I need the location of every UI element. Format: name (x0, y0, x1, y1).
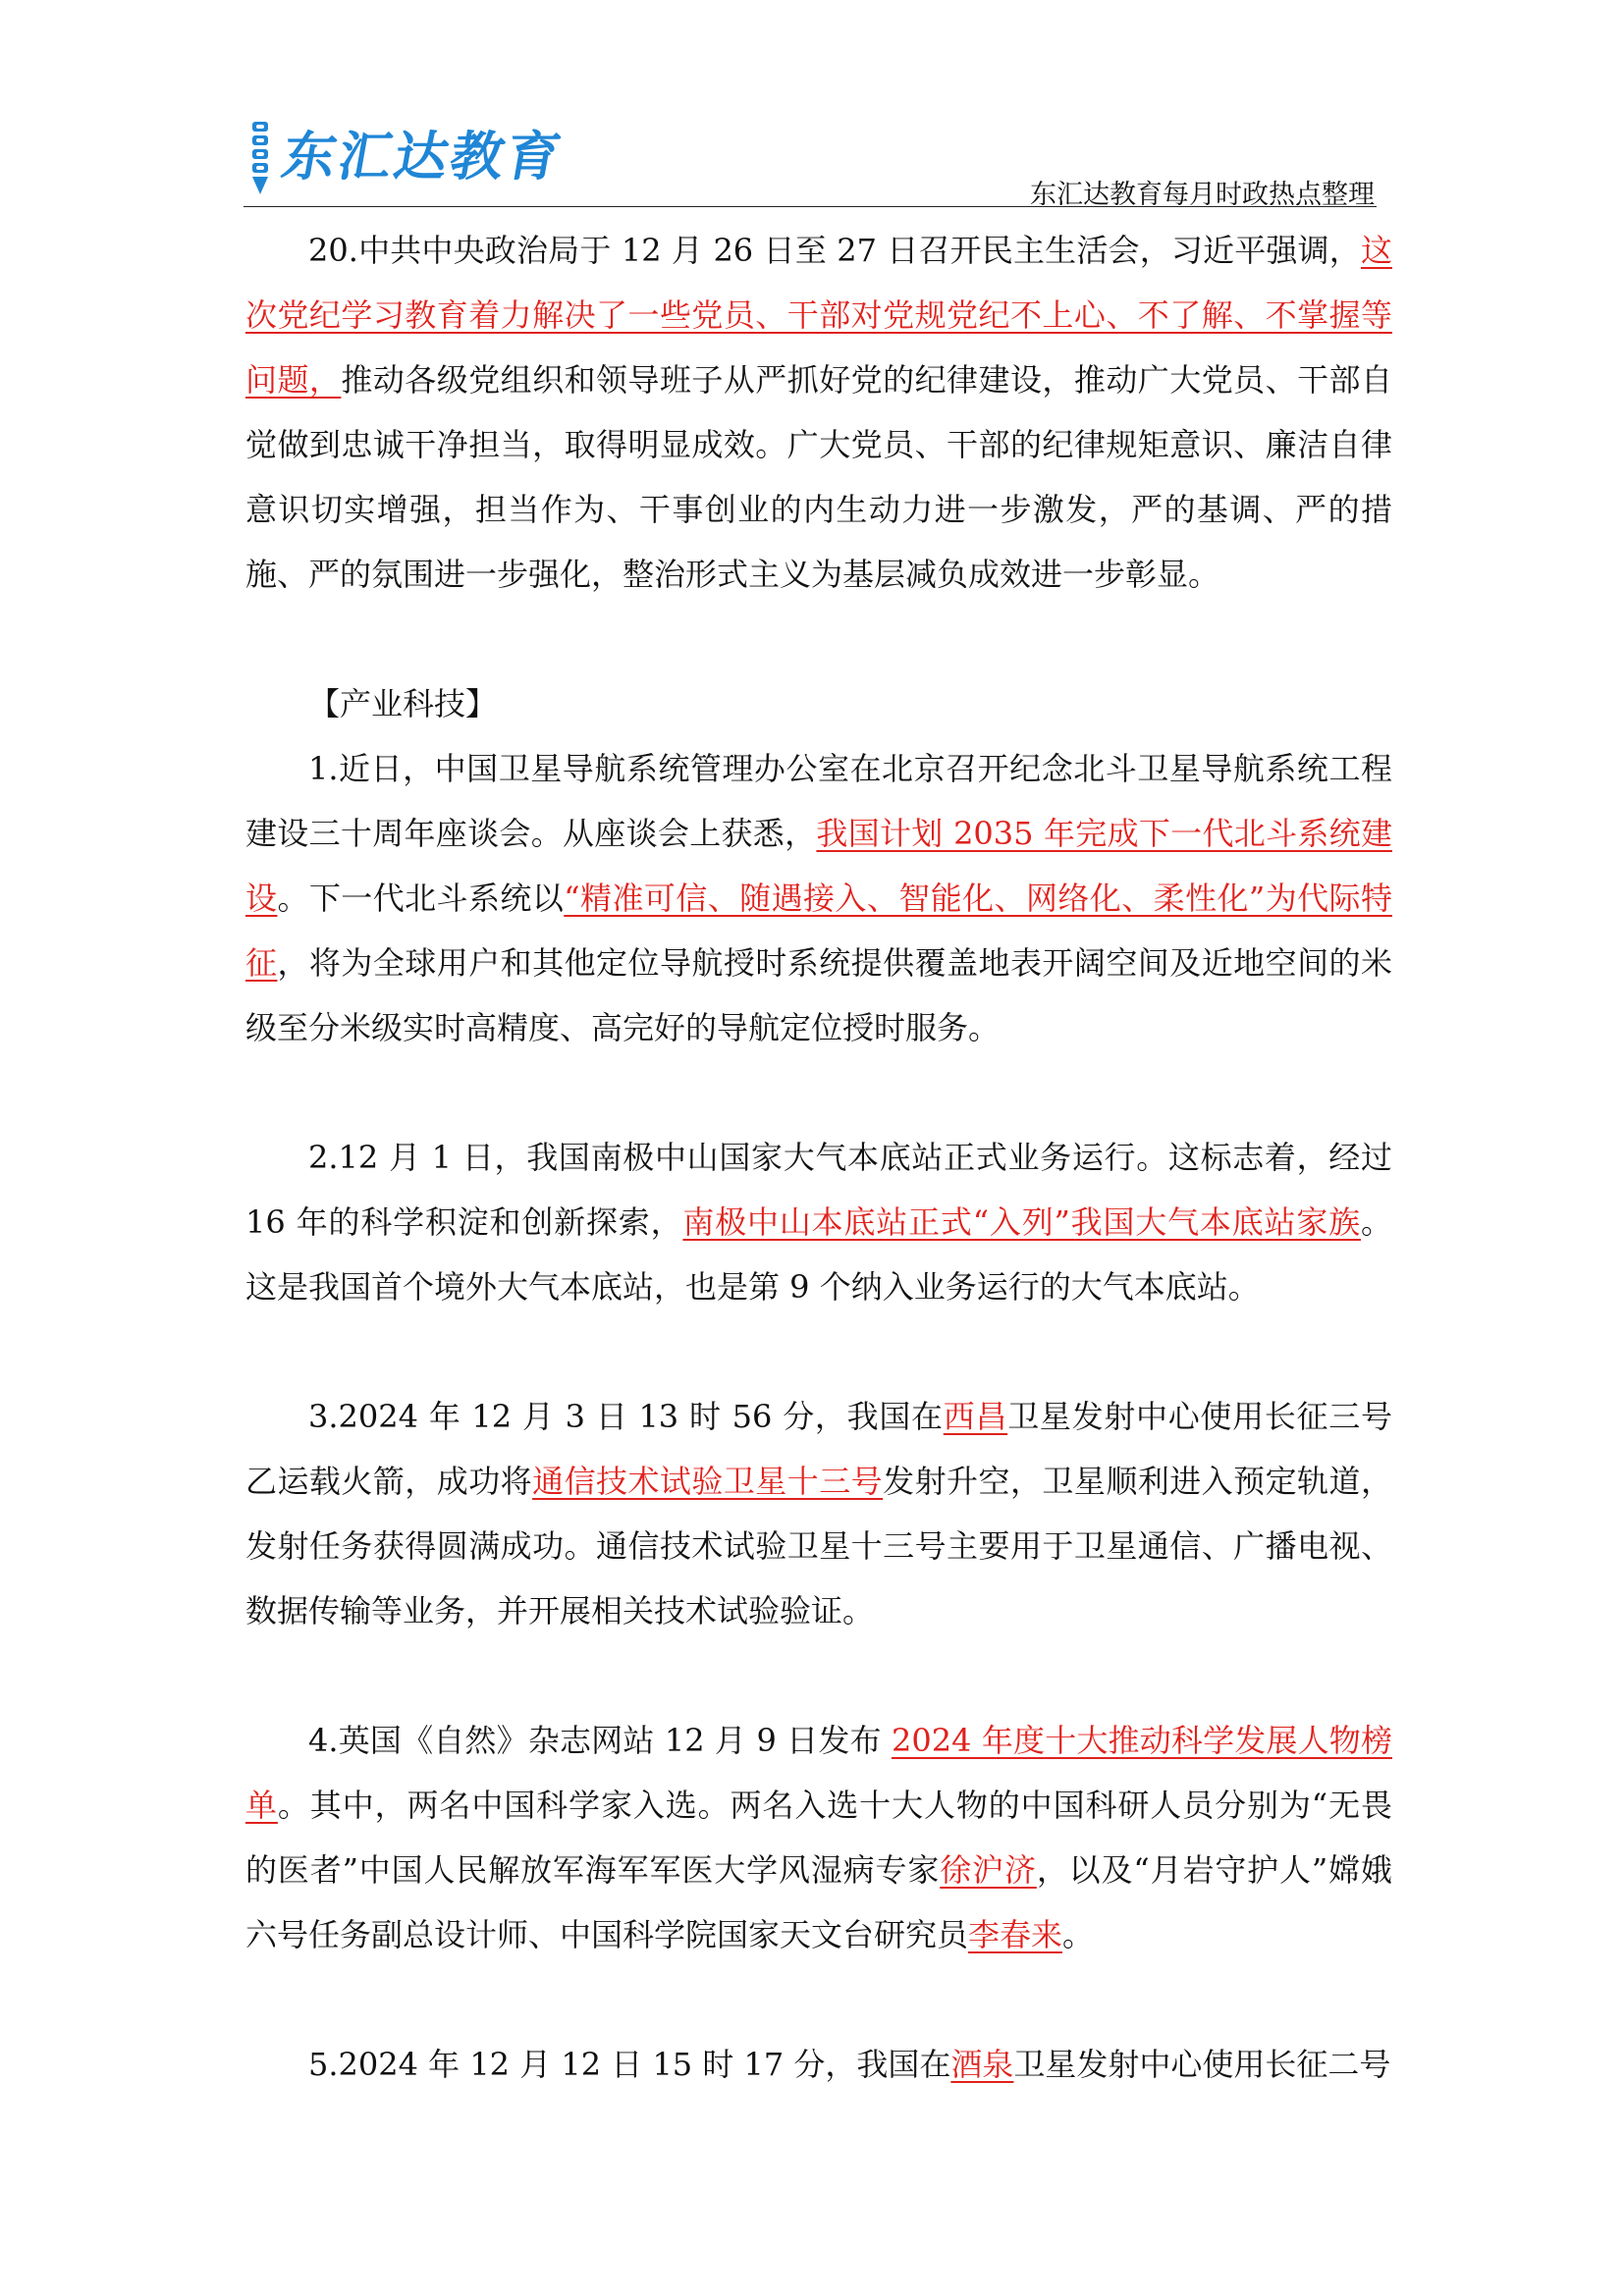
body-text: 。下一代北斗系统以 (277, 880, 565, 917)
body-text: 2.12 月 1 日，我国南极中山国家大气本底站正式业务运行。这标志着，经过 16 年的科学积淀和创新探索， (245, 1139, 1392, 1241)
body-text: 。其中，两名中国科学家入选。两名入选十大人物的中国科研人员分别为“无畏的医者”中国人民解放军海军军医大学风湿病专家 (245, 1787, 1392, 1889)
highlighted-text: 这次党纪学习教育着力解决了一些党员、干部对党规党纪不上心、不了解、不掌握等问题， (245, 232, 1392, 399)
header-divider (244, 206, 1377, 207)
pen-logo-icon (244, 116, 277, 198)
tech-paragraph-2 (245, 1125, 1392, 1319)
tech-paragraph-3 (245, 1384, 1392, 1643)
body-text: 卫星发射中心使用长征二号 (1013, 2046, 1391, 2083)
highlighted-text: 2024 年度十大推动科学发展人物榜单 (245, 1722, 1392, 1824)
brand-logo (244, 116, 568, 198)
tech-paragraph-5 (245, 2032, 1392, 2097)
highlighted-text: “精准可信、随遇接入、智能化、网络化、柔性化”为代际特征 (245, 880, 1392, 982)
logo-wordmark: 东汇达教育 (277, 126, 568, 187)
document-body (245, 218, 1392, 2097)
header-title: 东汇达教育每月时政热点整理 (1030, 180, 1375, 210)
tech-paragraph-1 (245, 736, 1392, 1060)
paragraph-gap (245, 1967, 1392, 2032)
highlighted-text: 通信技术试验卫星十三号 (532, 1463, 884, 1500)
body-text: 推动各级党组织和领导班子从严抓好党的纪律建设，推动广大党员、干部自觉做到忠诚干净担当，取得明显成效。广大党员、干部的纪律规矩意识、廉洁自律意识切实增强，担当作为、干事创业的内生动力进一步激发，严的基调、严的措施、严的氛围进一步强化，整治形式主义为基层减负成效进一步彰显。 (245, 361, 1392, 593)
body-text: 发射升空，卫星顺利进入预定轨道，发射任务获得圆满成功。通信技术试验卫星十三号主要用于卫星通信、广播电视、数据传输等业务，并开展相关技术试验验证。 (245, 1463, 1392, 1629)
highlighted-text: 南极中山本底站正式“入列”我国大气本底站家族 (682, 1203, 1361, 1241)
paragraph-gap (245, 1319, 1392, 1384)
body-text: ，将为全球用户和其他定位导航授时系统提供覆盖地表开阔空间及近地空间的米级至分米级实时高精度、高完好的导航定位授时服务。 (245, 944, 1392, 1046)
highlighted-text: 李春来 (968, 1916, 1063, 1953)
body-text: 。这是我国首个境外大气本底站，也是第 9 个纳入业务运行的大气本底站。 (245, 1203, 1392, 1306)
tech-paragraph-4 (245, 1708, 1392, 1967)
body-text: 20.中共中央政治局于 12 月 26 日至 27 日召开民主生活会，习近平强调， (308, 232, 1361, 269)
highlighted-text: 酒泉 (950, 2046, 1014, 2083)
body-text: 4.英国《自然》杂志网站 12 月 9 日发布 (308, 1722, 893, 1759)
body-text: ，以及“月岩守护人”嫦娥六号任务副总设计师、中国科学院国家天文台研究员 (245, 1851, 1392, 1953)
paragraph-gap (245, 607, 1392, 671)
paragraph-gap (245, 1060, 1392, 1125)
body-text: 5.2024 年 12 月 12 日 15 时 17 分，我国在 (308, 2046, 951, 2083)
highlighted-text: 我国计划 2035 年完成下一代北斗系统建设 (245, 815, 1392, 917)
body-text: 1.近日，中国卫星导航系统管理办公室在北京召开纪念北斗卫星导航系统工程建设三十周年座谈会。从座谈会上获悉， (245, 750, 1392, 852)
body-text: 卫星发射中心使用长征三号乙运载火箭，成功将 (245, 1398, 1392, 1500)
paragraph-gap (245, 1643, 1392, 1708)
highlighted-text: 西昌 (943, 1398, 1008, 1435)
body-text: 。 (1062, 1916, 1095, 1953)
section-title: 【产业科技】 (308, 685, 498, 722)
paragraph-20 (245, 218, 1392, 607)
body-text: 3.2024 年 12 月 3 日 13 时 56 分，我国在 (308, 1398, 944, 1435)
highlighted-text: 徐沪济 (940, 1851, 1037, 1889)
